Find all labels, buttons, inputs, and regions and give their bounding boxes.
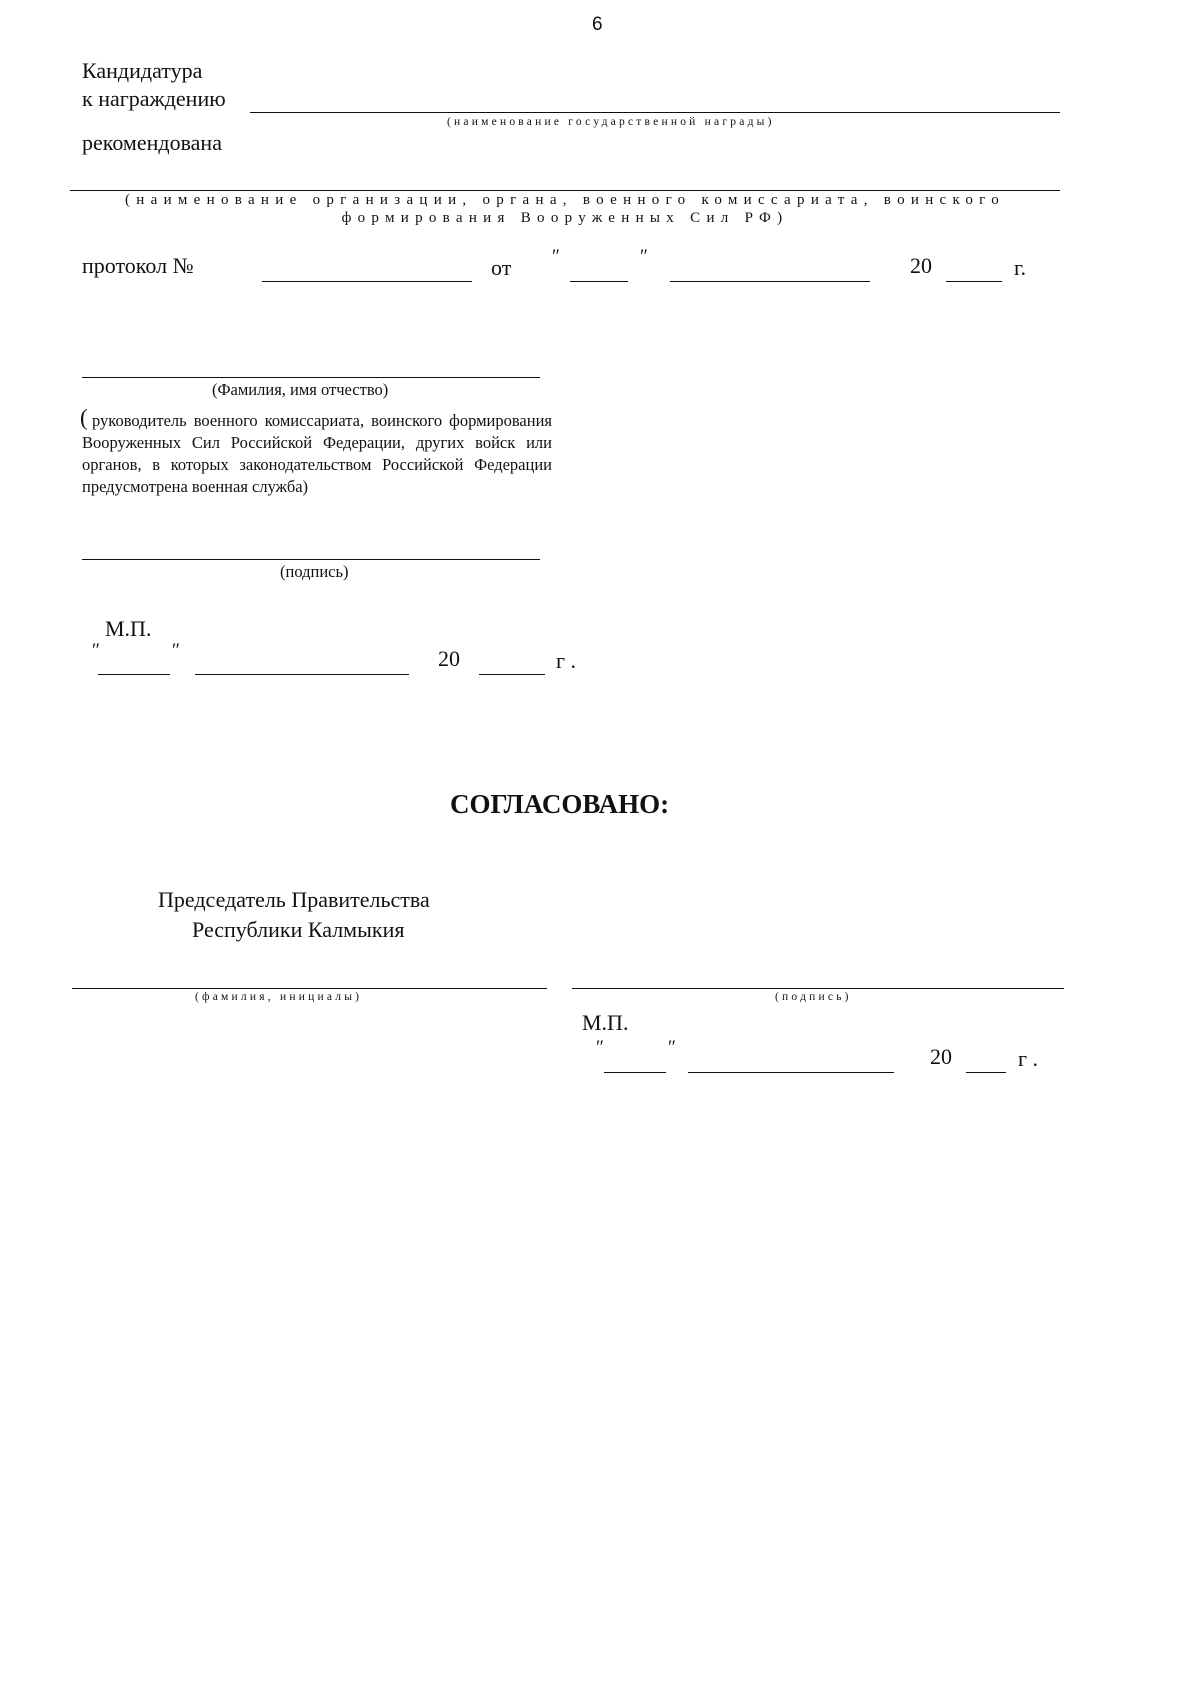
- head-century: 20: [438, 646, 460, 671]
- head-description-paren: (: [80, 405, 88, 430]
- head-quote-close: ″: [172, 640, 180, 661]
- agreed-quote-open: ″: [596, 1037, 604, 1058]
- protocol-number-field[interactable]: [262, 281, 472, 282]
- agreed-stamp: М.П.: [582, 1010, 629, 1035]
- chairman-signature-caption: (подпись): [775, 991, 852, 1003]
- protocol-year-suffix: г.: [1014, 255, 1027, 280]
- award-name-field[interactable]: [250, 112, 1060, 113]
- protocol-day-field[interactable]: [570, 281, 628, 282]
- head-day-field[interactable]: [98, 674, 170, 675]
- agreed-century: 20: [930, 1044, 952, 1069]
- agreed-day-field[interactable]: [604, 1072, 666, 1073]
- protocol-quote-open: ″: [552, 246, 560, 267]
- agreed-month-field[interactable]: [688, 1072, 894, 1073]
- head-signature-caption: (подпись): [280, 562, 349, 581]
- chairman-position-line1: Председатель Правительства: [158, 887, 430, 912]
- organization-name-field[interactable]: [70, 190, 1060, 191]
- protocol-year-field[interactable]: [946, 281, 1002, 282]
- agreed-quote-close: ″: [668, 1037, 676, 1058]
- agreed-title: СОГЛАСОВАНО:: [450, 789, 670, 819]
- agreed-year-field[interactable]: [966, 1072, 1006, 1073]
- head-month-field[interactable]: [195, 674, 409, 675]
- head-description: руководитель военного комиссариата, воинского формирования Вооруженных Сил Российской Федерации, других войск или органов, в которых законодательством Российской Федерации предусмотрена военная служба): [82, 411, 552, 496]
- award-name-caption: (наименование государственной награды): [447, 116, 775, 128]
- organization-caption-line2: формирования Вооруженных Сил РФ): [341, 210, 789, 226]
- chairman-signature-field[interactable]: [572, 988, 1064, 989]
- head-year-field[interactable]: [479, 674, 545, 675]
- nomination-label-line1: Кандидатура: [82, 58, 203, 83]
- head-stamp: М.П.: [105, 616, 152, 641]
- recommended-label: рекомендована: [82, 130, 222, 155]
- head-fio-field[interactable]: [82, 377, 540, 378]
- agreed-year-suffix: г .: [1018, 1046, 1039, 1071]
- head-quote-open: ″: [92, 640, 100, 661]
- chairman-position-line2: Республики Калмыкия: [192, 917, 405, 942]
- protocol-label: протокол №: [82, 253, 194, 278]
- chairman-name-caption: (фамилия, инициалы): [195, 991, 363, 1003]
- chairman-name-field[interactable]: [72, 988, 547, 989]
- head-year-suffix: г .: [556, 648, 577, 673]
- protocol-century: 20: [910, 253, 932, 278]
- nomination-label-line2: к награждению: [82, 86, 226, 111]
- organization-caption-line1: (наименование организации, органа, военного комиссариата, воинского: [124, 192, 1006, 208]
- head-signature-field[interactable]: [82, 559, 540, 560]
- protocol-quote-close: ″: [640, 246, 648, 267]
- protocol-month-field[interactable]: [670, 281, 870, 282]
- head-fio-caption: (Фамилия, имя отчество): [212, 380, 389, 399]
- protocol-from-label: от: [491, 255, 512, 280]
- page-number: 6: [592, 14, 603, 35]
